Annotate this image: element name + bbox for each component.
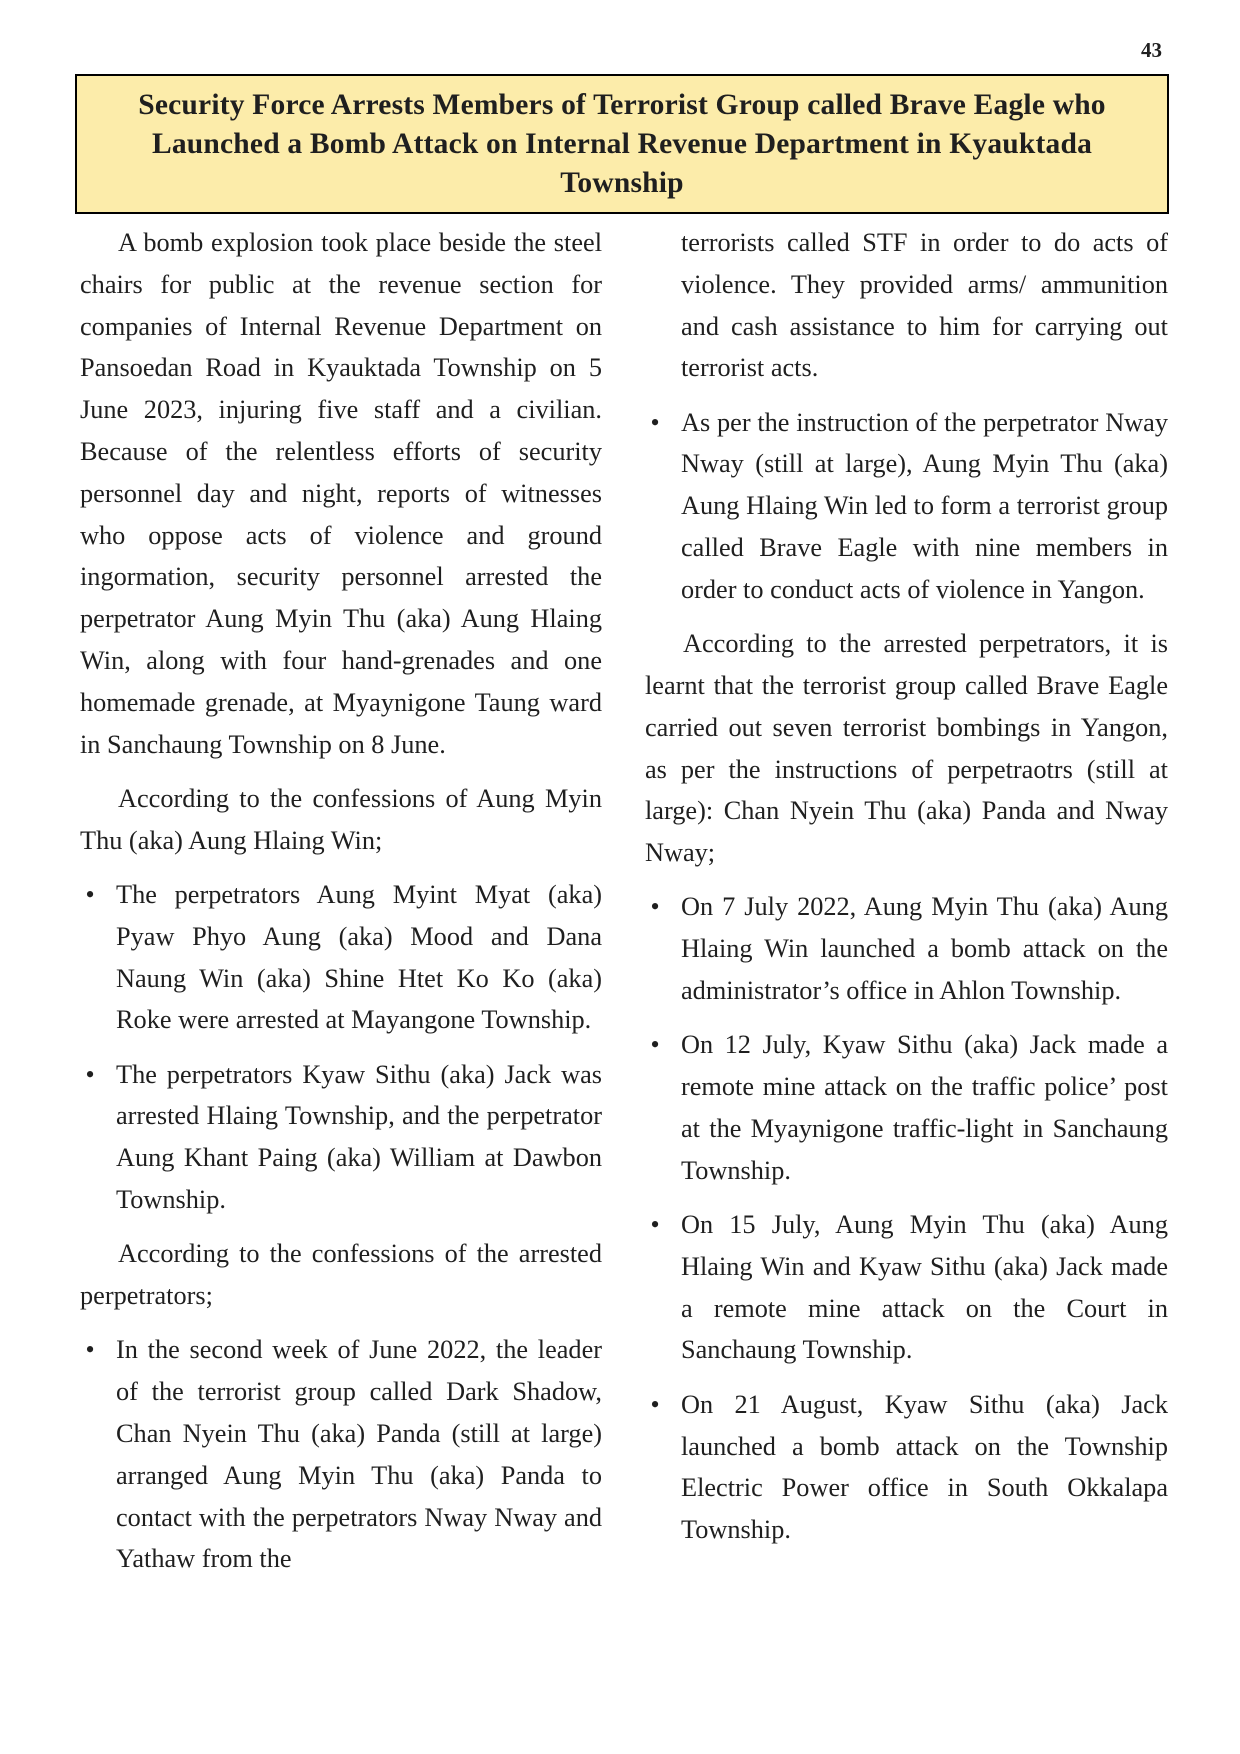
page-number: 43 (1141, 38, 1162, 62)
list-item (645, 1024, 1168, 1191)
list-item-text: The perpetrators Kyaw Sithu (aka) Jack was arrested Hlaing Township, and the perpetrator Aung Khant Paing (aka) William at Dawbon Township. (116, 1059, 602, 1215)
bullet-list (80, 874, 602, 1221)
bullet-icon: • (650, 1030, 660, 1060)
bullet-list (645, 886, 1168, 1550)
list-item (645, 886, 1168, 1011)
bullet-icon: • (85, 1335, 95, 1365)
bullet-icon: • (650, 1389, 660, 1419)
list-item-text: On 15 July, Aung Myin Thu (aka) Aung Hlaing Win and Kyaw Sithu (aka) Jack made a remote mine attack on the Court in Sanchaung Township. (681, 1210, 1168, 1365)
body-paragraph: A bomb explosion took place beside the steel chairs for public at the revenue section for companies of Internal Revenue Department on Pansoedan Road in Kyauktada Township on 5 June 2023, injuring five staff and a civilian. Because of the relentless efforts of security personnel day and night, reports of witnesses who oppose acts of violence and ground ingormation, security personnel arrested the perpetrator Aung Myin Thu (aka) Aung Hlaing Win, along with four hand-grenades and one homemade grenade, at Myaynigone Taung ward in Sanchaung Township on 8 June. (80, 228, 602, 759)
bullet-list (80, 1329, 602, 1580)
body-paragraph: According to the arrested perpetrators, it is learnt that the terrorist group called Brave Eagle carried out seven terrorist bombings in Yangon, as per the instructions of perpetraotrs (still at large): Chan Nyein Thu (aka) Panda and Nway Nway; (645, 629, 1168, 868)
list-item-text: The perpetrators Aung Myint Myat (aka) Pyaw Phyo Aung (aka) Mood and Dana Naung Win (aka) Shine Htet Ko Ko (aka) Roke were arrested at Mayangone Township. (116, 879, 602, 1035)
list-item (645, 402, 1168, 611)
left-column (80, 222, 602, 1593)
bullet-icon: • (650, 407, 660, 437)
list-item (80, 874, 602, 1041)
bullet-icon: • (85, 1059, 95, 1089)
list-item-text: On 21 August, Kyaw Sithu (aka) Jack launched a bomb attack on the Township Electric Power office in South Okkalapa Township. (681, 1389, 1168, 1545)
list-item (80, 1329, 602, 1580)
body-paragraph: According to the confessions of Aung Myin Thu (aka) Aung Hlaing Win; (80, 783, 602, 855)
list-item-text: On 7 July 2022, Aung Myin Thu (aka) Aung Hlaing Win launched a bomb attack on the administrator’s office in Ahlon Township. (681, 892, 1168, 1006)
continued-list-text: terrorists called STF in order to do acts of violence. They provided arms/ ammunition and cash assistance to him for carrying out terrorist acts. (681, 228, 1168, 383)
article-title: Security Force Arrests Members of Terrorist Group called Brave Eagle who Launched a Bomb Attack on Internal Revenue Department in Kyauktada Township (138, 88, 1106, 199)
bullet-list (645, 402, 1168, 611)
body-paragraph: According to the confessions of the arrested perpetrators; (80, 1239, 602, 1311)
list-item-text: On 12 July, Kyaw Sithu (aka) Jack made a remote mine attack on the traffic police’ post at the Myaynigone traffic-light in Sanchaung Township. (681, 1030, 1168, 1185)
bullet-icon: • (650, 1210, 660, 1240)
article-title-box (75, 74, 1169, 214)
list-item (645, 1204, 1168, 1371)
bullet-icon: • (85, 879, 95, 909)
list-item-text: In the second week of June 2022, the leader of the terrorist group called Dark Shadow, Chan Nyein Thu (aka) Panda (still at large) arranged Aung Myin Thu (aka) Panda to contact with the perpetrators Nway Nway and Yathaw from the (116, 1335, 602, 1574)
right-column (645, 222, 1168, 1563)
list-item (80, 1054, 602, 1221)
list-item (645, 1384, 1168, 1551)
bullet-icon: • (650, 892, 660, 922)
list-item-text: As per the instruction of the perpetrator Nway Nway (still at large), Aung Myin Thu (aka) Aung Hlaing Win led to form a terrorist group called Brave Eagle with nine members in order to conduct acts of violence in Yangon. (681, 407, 1168, 604)
